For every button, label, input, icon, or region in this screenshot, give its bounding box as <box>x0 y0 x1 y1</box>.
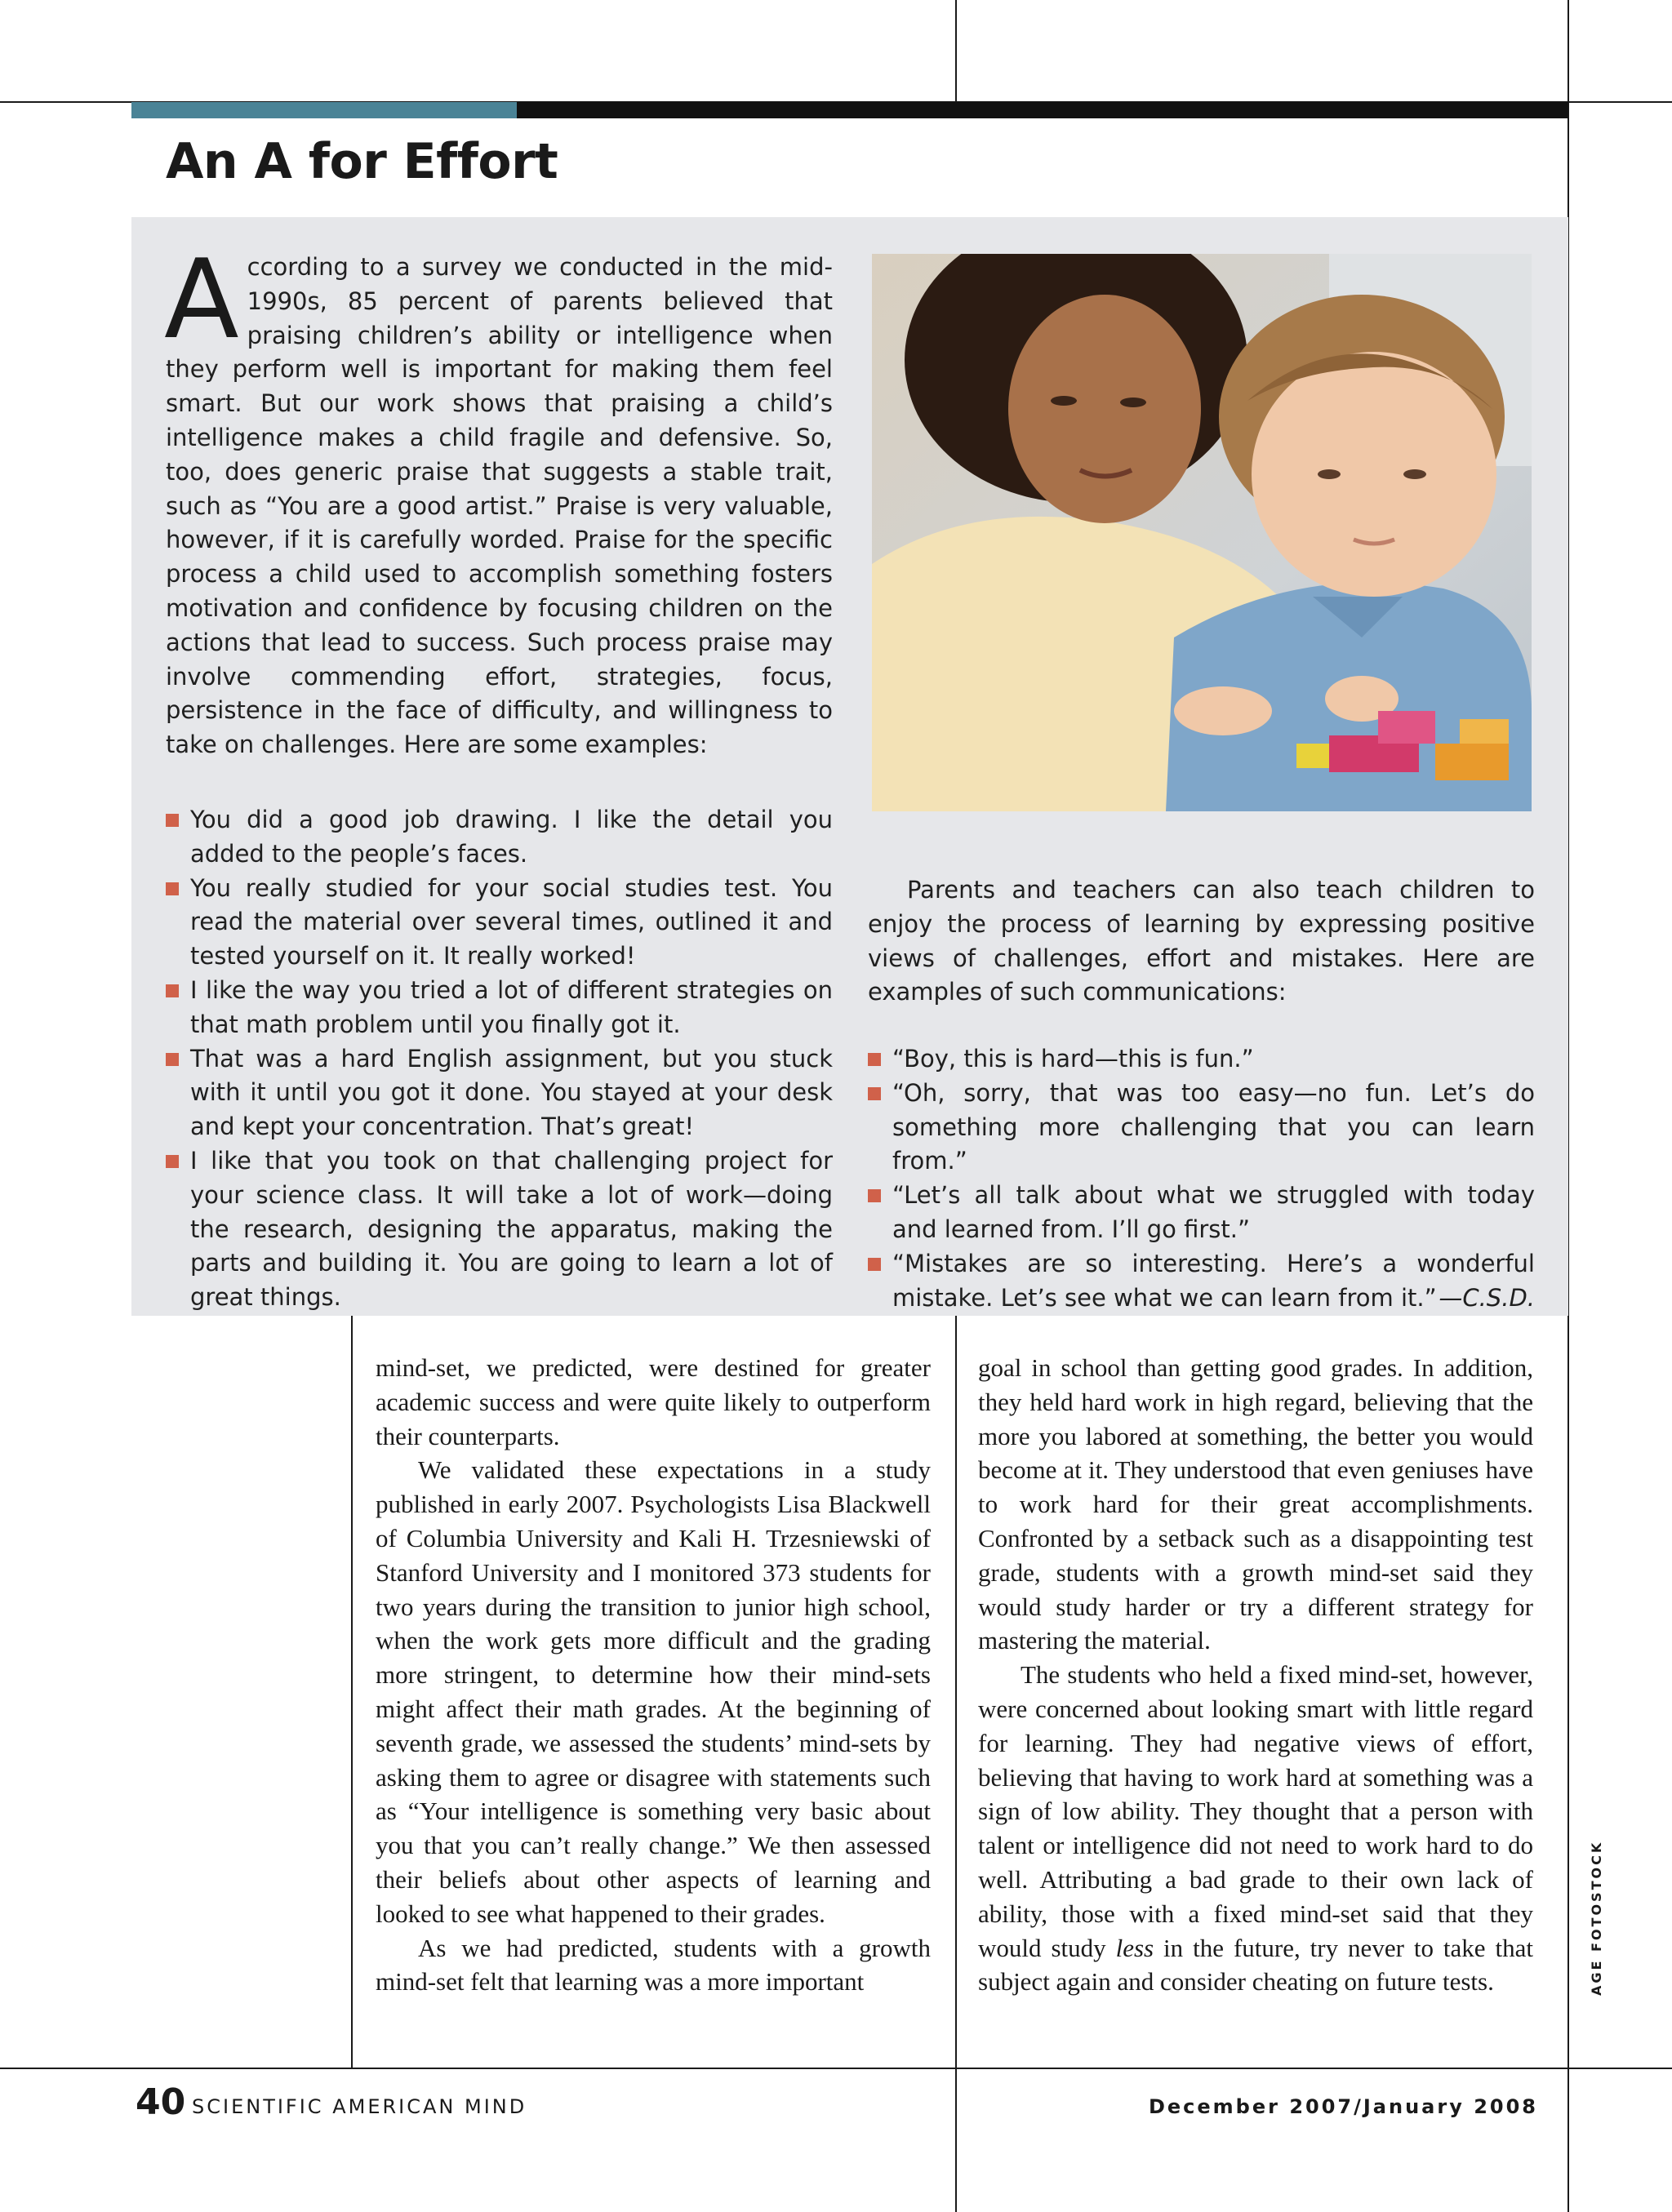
intro-text: ccording to a survey we conducted in the mid-1990s, 85 percent of parents believed that praising children’s ability or intelligence when they perform well is important for making them feel smart. But our work shows that praising a child’s intelligence makes a child fragile and defensive. So, too, does generic praise that suggests a stable trait, such as “You are a good artist.” Praise is very valuable, however, if it is carefully worded. Praise for the specific process a child used to accomplish something fosters motivation and confidence by focusing children on the actions that lead to success. Such process praise may involve commending effort, strategies, focus, persistence in the face of difficulty, and willingness to take on challenges. Here are some examples: <box>166 253 833 759</box>
list-item: I like the way you tried a lot of different strategies on that math problem until you finally got it. <box>166 974 833 1042</box>
communications-list <box>868 1042 1535 1315</box>
footer-rule <box>0 2068 1672 2069</box>
bullet-square-icon <box>868 1258 881 1271</box>
list-item: “Mistakes are so interesting. Here’s a wonderful mistake. Let’s see what we can learn from it.” <box>868 1247 1535 1316</box>
column-rule-center <box>955 1316 957 2212</box>
column-rule-left <box>351 1316 353 2068</box>
drop-cap: A <box>164 236 239 363</box>
list-item: “Let’s all talk about what we struggled with today and learned from. I’ll go first.” <box>868 1179 1535 1247</box>
bullet-square-icon <box>868 1189 881 1202</box>
bullet-square-icon <box>166 814 179 827</box>
sidebar-title: An A for Effort <box>166 133 558 190</box>
body-paragraph: mind-set, we predicted, were destined for greater academic success and were quite likely to outperform their counterparts. <box>376 1353 931 1450</box>
bullet-square-icon <box>166 882 179 895</box>
list-item: “Oh, sorry, that was too easy—no fun. Let’s do something more challenging that you can learn from.” <box>868 1077 1535 1179</box>
body-paragraph: goal in school than getting good grades. In addition, they held hard work in high regard, believing that the more you labored at something, the better you would become at it. They understood that even geniuses have to work hard for their great accomplishments. Confronted by a setback such as a disappointing test grade, students with a growth mind-set said they would study harder or try a different strategy for mastering the material. <box>978 1353 1533 1655</box>
photo-credit: AGE FOTOSTOCK <box>1589 1840 1604 1996</box>
sidebar-second-paragraph: Parents and teachers can also teach children to enjoy the process of learning by expressing positive views of challenges, effort and mistakes. Here are examples of such communications: <box>868 876 1535 1006</box>
list-item: I like that you took on that challenging project for your science class. It will take a lot of work—doing the research, designing the apparatus, making the parts and building it. You are going to learn a lot of great things. <box>166 1144 833 1315</box>
list-item: “Boy, this is hard—this is fun.” <box>868 1042 1535 1077</box>
page-number: 40 <box>136 2081 186 2123</box>
body-paragraph: We validated these expectations in a study published in early 2007. Psychologists Lisa Blackwell of Columbia University and Kali H. Trzesniewski of Stanford University and I monitored 373 students for two years during the transition to junior high school, when the work gets more difficult and the grading more stringent, to determine how their mind-sets might affect their math grades. At the beginning of seventh grade, we assessed the students’ mind-sets by asking them to agree or disagree with statements such as “Your intelligence is something very basic about you that you can’t really change.” We then assessed their beliefs about other aspects of learning and looked to see what happened to their grades. <box>376 1455 931 1928</box>
issue-date: December 2007/January 2008 <box>1148 2095 1538 2118</box>
bullet-square-icon <box>868 1087 881 1100</box>
photo-illustration <box>872 254 1532 811</box>
intro-paragraph <box>164 236 833 762</box>
emphasis-text: less <box>1115 1933 1154 1962</box>
body-column-2 <box>978 1351 1533 1999</box>
title-accent-bar <box>131 102 517 118</box>
photo-teacher-and-child <box>872 254 1532 811</box>
body-column-1 <box>376 1351 931 1999</box>
bullet-square-icon <box>166 1053 179 1066</box>
list-item: That was a hard English assignment, but you stuck with it until you got it done. You stayed at your desk and kept your concentration. That’s great! <box>166 1042 833 1144</box>
list-item: You really studied for your social studies test. You read the material over several times, outlined it and tested yourself on it. It really worked! <box>166 872 833 974</box>
bullet-square-icon <box>166 1155 179 1168</box>
bullet-square-icon <box>868 1053 881 1066</box>
magazine-name: SCIENTIFIC AMERICAN MIND <box>192 2095 527 2118</box>
communications-block <box>868 1042 1535 1315</box>
list-item: You did a good job drawing. I like the detail you added to the people’s faces. <box>166 803 833 872</box>
title-bar <box>517 102 1568 118</box>
praise-examples-list <box>166 803 833 1315</box>
body-paragraph: The students who held a fixed mind-set, however, were concerned about looking smart with little regard for learning. They had negative views of effort, believing that having to work hard at something was a sign of low ability. They thought that a person with talent or intelligence did not need to work hard to do well. Attributing a bad grade to their own lack of ability, those with a fixed mind-set said that they would study less in the future, try never to take that subject again and consider cheating on future tests. <box>978 1660 1533 1997</box>
sidebar-intro <box>164 236 833 762</box>
author-signature: —C.S.D. <box>1439 1283 1535 1312</box>
bullet-square-icon <box>166 984 179 997</box>
body-paragraph: As we had predicted, students with a growth mind-set felt that learning was a more important <box>376 1933 931 1997</box>
top-center-vertical-rule <box>955 0 957 101</box>
